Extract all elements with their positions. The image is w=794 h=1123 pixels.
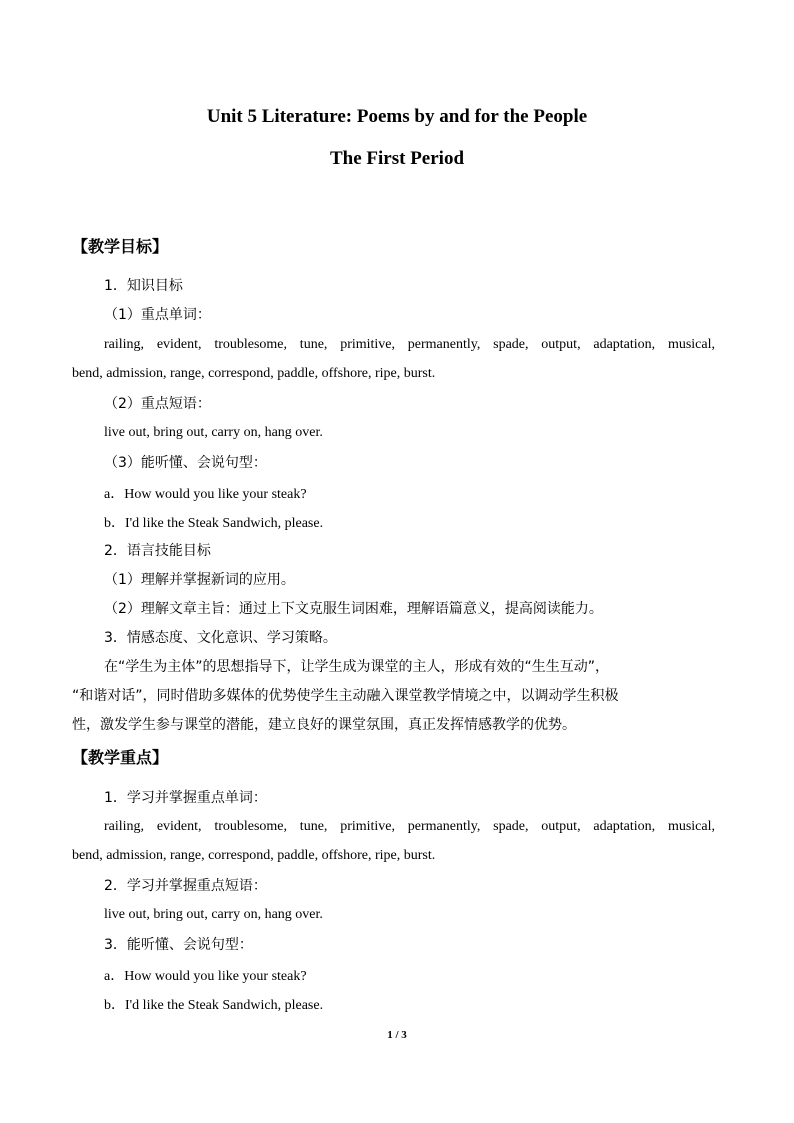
emotion-paragraph-line-3: 性，激发学生参与课堂的潜能，建立良好的课堂氛围，真正发挥情感教学的优势。 xyxy=(72,717,576,733)
key-points-item-1-label: 1．学习并掌握重点单词： xyxy=(104,790,267,806)
key-points-pattern-b: b．I'd like the Steak Sandwich, please. xyxy=(104,998,324,1013)
language-skills-label: 2．语言技能目标 xyxy=(104,543,211,559)
key-phrases: live out, bring out, carry on, hang over. xyxy=(104,425,323,440)
section-heading-key-points: 【教学重点】 xyxy=(72,748,169,767)
key-points-item-2-label: 2．学习并掌握重点短语： xyxy=(104,878,267,894)
key-phrases-label: （2）重点短语： xyxy=(104,396,211,412)
sentence-pattern-b: b．I'd like the Steak Sandwich, please. xyxy=(104,516,324,531)
document-title: Unit 5 Literature: Poems by and for the People xyxy=(206,106,588,127)
document-subtitle: The First Period xyxy=(329,148,465,169)
knowledge-goal-label: 1．知识目标 xyxy=(104,278,183,294)
emotion-paragraph-line-1: 在“学生为主体”的思想指导下，让学生成为课堂的主人，形成有效的“生生互动”， xyxy=(104,659,610,675)
key-words-line-1: railing, evident, troublesome, tune, primitive, permanently, spade, output, adaptation, musical, xyxy=(104,337,715,352)
key-points-item-3-label: 3．能听懂、会说句型： xyxy=(104,937,253,953)
key-words-line-2: bend, admission, range, correspond, paddle, offshore, ripe, burst. xyxy=(72,366,436,381)
section-heading-objectives: 【教学目标】 xyxy=(72,237,169,256)
key-points-words-line-2: bend, admission, range, correspond, paddle, offshore, ripe, burst. xyxy=(72,848,436,863)
page-number: 1 / 3 xyxy=(387,1029,407,1041)
emotion-paragraph-line-2: “和谐对话”，同时借助多媒体的优势使学生主动融入课堂教学情境之中，以调动学生积极 xyxy=(72,688,619,704)
skills-item-2: （2）理解文章主旨：通过上下文克服生词困难，理解语篇意义，提高阅读能力。 xyxy=(104,601,603,617)
key-points-pattern-a: a．How would you like your steak? xyxy=(104,969,307,984)
sentence-patterns-label: （3）能听懂、会说句型： xyxy=(104,455,267,471)
emotion-goal-label: 3．情感态度、文化意识、学习策略。 xyxy=(104,630,337,646)
key-points-phrases: live out, bring out, carry on, hang over. xyxy=(104,907,323,922)
key-points-words-line-1: railing, evident, troublesome, tune, primitive, permanently, spade, output, adaptation, musical, xyxy=(104,819,715,834)
key-words-label: （1）重点单词： xyxy=(104,307,211,323)
skills-item-1: （1）理解并掌握新词的应用。 xyxy=(104,572,295,588)
sentence-pattern-a: a．How would you like your steak? xyxy=(104,487,307,502)
